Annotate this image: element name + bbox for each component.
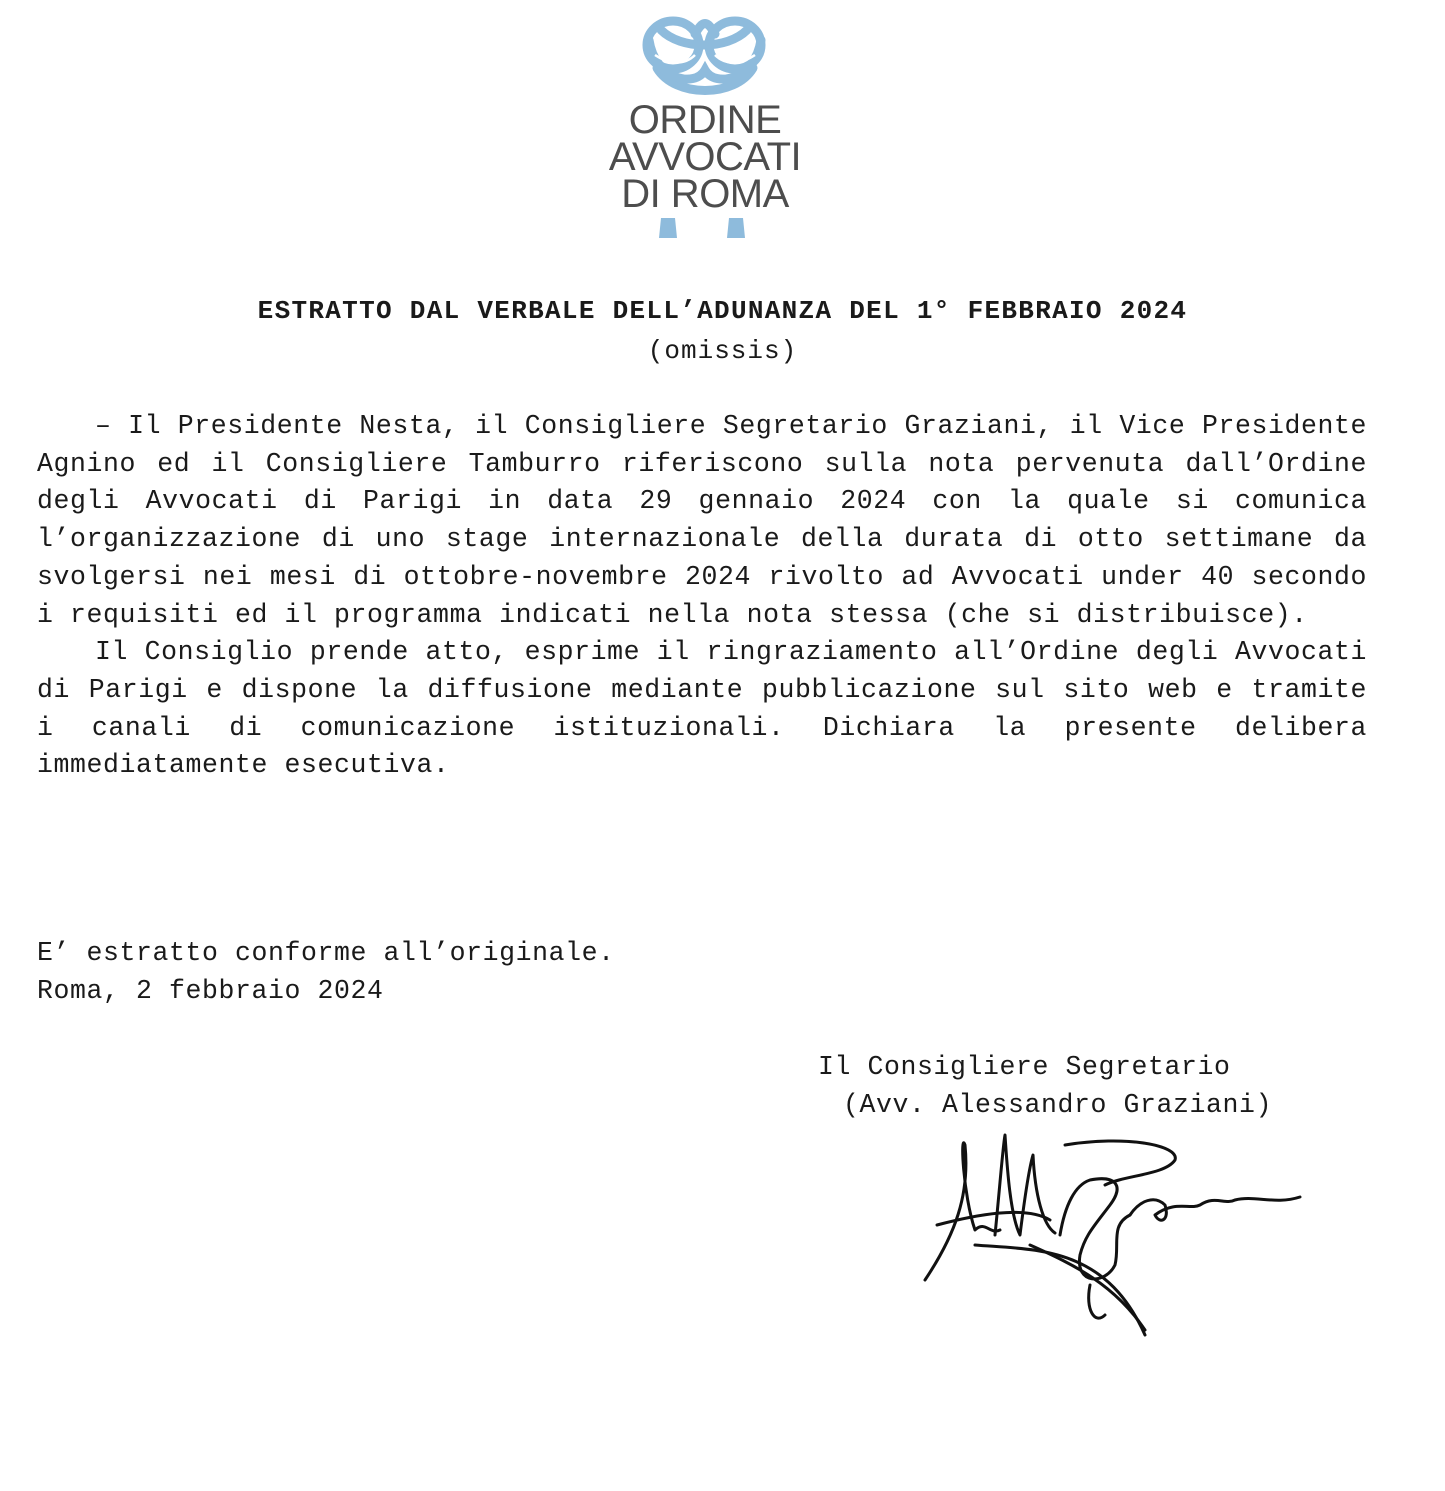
order-logo	[595, 10, 815, 245]
place-date: Roma, 2 febbraio 2024	[37, 975, 384, 1006]
document-subtitle: (omissis)	[647, 336, 798, 366]
document-body	[37, 408, 1367, 785]
paragraph-2: Il Consiglio prende atto, esprime il ringraziamento all’Ordine degli Avvocati di Parigi e dispone la diffusione mediante pubblicazione sul sito web e tramite i canali di comunicazione istituzionali. Dichiara la presente delibera immediatamente esecutiva.	[37, 637, 1367, 781]
logo-wordmark	[595, 98, 815, 216]
document-title: ESTRATTO DAL VERBALE DELL’ADUNANZA DEL 1° FEBBRAIO 2024	[257, 296, 1188, 326]
knot-emblem-icon	[595, 10, 815, 110]
closing-block	[37, 935, 615, 1010]
signatory-role: Il Consigliere Segretario	[818, 1052, 1231, 1082]
logo-line-2: AVVOCATI	[608, 135, 802, 179]
handwritten-signature-icon	[915, 1125, 1315, 1340]
logo-line-3: DI ROMA	[621, 172, 789, 216]
logo-feet-icon	[595, 210, 815, 240]
conformity-statement: E’ estratto conforme all’originale.	[37, 938, 615, 968]
paragraph-1: – Il Presidente Nesta, il Consigliere Segretario Graziani, il Vice Presidente Agnino ed il Consigliere Tamburro riferiscono sulla nota pervenuta dall’Ordine degli Avvocati di Parigi in data 29 gennaio 2024 con la quale si comunica l’organizzazione di uno stage internazionale della durata di otto settimane da svolgersi nei mesi di ottobre-novembre 2024 rivolto ad Avvocati under 40 secondo i requisiti ed il programma indicati nella nota stessa (che si distribuisce).	[37, 411, 1367, 630]
signatory-name: (Avv. Alessandro Graziani)	[843, 1090, 1273, 1120]
logo-line-1: ORDINE	[628, 98, 782, 142]
